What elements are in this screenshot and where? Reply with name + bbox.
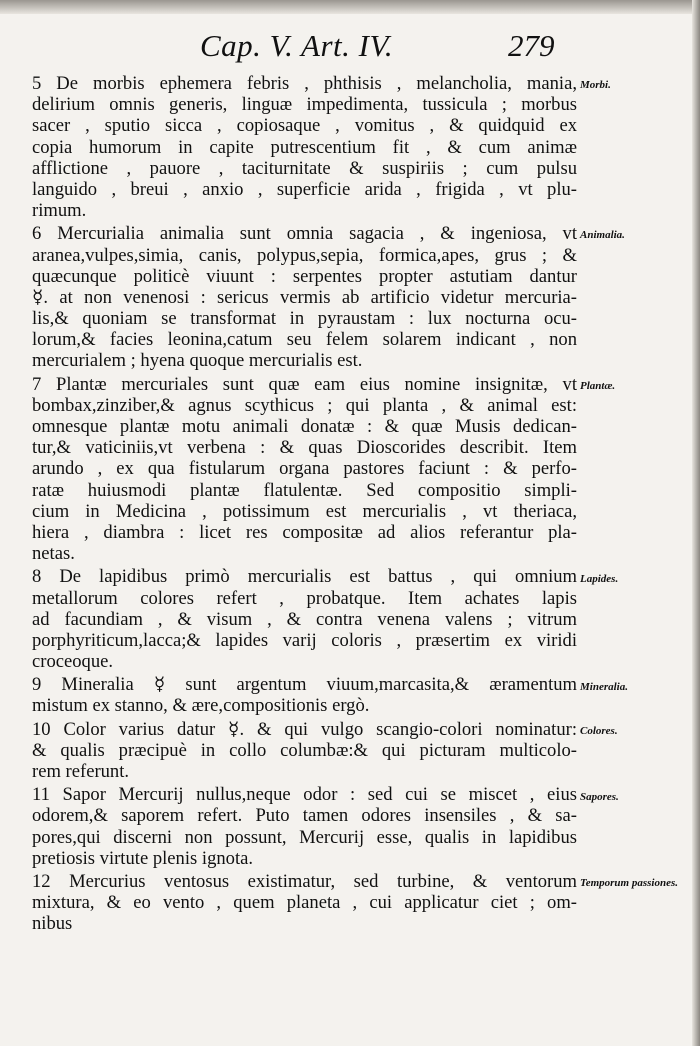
- margin-note: Lapides.: [580, 572, 619, 585]
- text-line: pretiosis virtute plenis ignota.: [32, 847, 254, 869]
- text-line: languido , breui , anxio , superficie arida , frigida , vt plu-: [32, 178, 577, 200]
- text-line: netas.: [32, 543, 75, 565]
- text-line: odorem,& saporem refert. Puto tamen odores insensiles , & sa-: [32, 805, 577, 827]
- text-line: 12 Mercurius ventosus existimatur, sed turbine, & ventorum: [32, 870, 577, 892]
- margin-note: Sapores.: [580, 790, 619, 803]
- paragraph-entry: [32, 73, 577, 221]
- margin-note: Colores.: [580, 725, 618, 737]
- text-line: 9 Mineralia ☿ sunt argentum viuum,marcasita,& æramentum: [32, 674, 577, 696]
- page-header: [0, 28, 700, 72]
- text-line: lorum,& facies leonina,catum seu felem solarem indicant , non: [32, 329, 577, 351]
- paragraph-entry: [32, 784, 577, 869]
- margin-note: Temporum passiones.: [580, 877, 679, 890]
- text-line: 5 De morbis ephemera febris , phthisis , melancholia, mania,: [32, 73, 577, 94]
- text-line: omnesque plantæ motu animali donatæ : & quæ Musis dedican-: [32, 416, 577, 437]
- text-line: 8 De lapidibus primò mercurialis est battus , qui omnium: [32, 566, 577, 588]
- paragraph-entry: [32, 719, 577, 783]
- text-line: & qualis præcipuè in collo columbæ:& qui picturam multicolo-: [32, 739, 577, 761]
- text-line: afflictione , pauore , taciturnitate & suspiriis ; cum pulsu: [32, 157, 577, 179]
- paragraph-entry: [32, 674, 577, 716]
- text-line: ad facundiam , & visum , & contra venena valens ; vitrum: [32, 608, 577, 630]
- text-line: mercurialem ; hyena quoque mercurialis est.: [32, 350, 363, 372]
- text-line: copia humorum in capite putrescentium fit , & cum animæ: [32, 136, 577, 158]
- text-line: 11 Sapor Mercurij nullus,neque odor : sed cui se miscet , eius: [32, 784, 577, 806]
- text-line: croceoque.: [32, 651, 114, 673]
- paragraph-entry: [32, 223, 577, 371]
- text-line: aranea,vulpes,simia, canis, polypus,sepia, formica,apes, grus ; &: [32, 244, 577, 266]
- margin-note: Morbi.: [580, 79, 611, 91]
- text-line: mistum ex stanno, & ære,compositionis ergò.: [32, 695, 370, 717]
- text-line: ratæ huiusmodi plantæ flatulentæ. Sed compositio simpli-: [32, 479, 577, 501]
- text-line: bombax,zinziber,& agnus scythicus ; qui planta , & animal est:: [32, 394, 577, 416]
- text-line: arundo , ex qua fistularum organa pastores faciunt : & perfo-: [32, 458, 577, 480]
- margin-note: Plantæ.: [580, 379, 616, 392]
- text-line: quæcunque politicè viuunt : serpentes propter astutiam dantur: [32, 265, 577, 287]
- running-title: Cap. V. Art. IV.: [200, 28, 394, 63]
- text-line: 10 Color varius datur ☿. & qui vulgo scangio-colori nominatur:: [32, 718, 577, 740]
- scan-edge-top: [0, 0, 700, 14]
- text-line: lis,& quoniam se transformat in pyraustam : lux nocturna ocu-: [32, 308, 577, 330]
- body-text: [32, 73, 577, 937]
- text-line: rem referunt.: [32, 761, 130, 782]
- text-line: delirium omnis generis, linguæ impedimenta, tussicula ; morbus: [32, 94, 577, 116]
- text-line: porphyriticum,lacca;& lapides varij coloris , præsertim ex viridi: [32, 629, 577, 651]
- margin-note: Mineralia.: [580, 680, 628, 693]
- text-line: mixtura, & eo vento , quem planeta , cui applicatur ciet ; om-: [32, 892, 577, 914]
- text-line: tur,& vaticiniis,vt verbena : & quas Dioscorides describit. Item: [32, 437, 577, 459]
- paragraph-entry: [32, 871, 577, 935]
- scan-edge-right: [692, 0, 700, 1046]
- text-line: metallorum colores refert , probatque. Item achates lapis: [32, 587, 577, 609]
- text-line: cium in Medicina , potissimum est mercurialis , vt theriaca,: [32, 500, 577, 522]
- text-line: pores,qui discerni non possunt, Mercurij esse, qualis in lapidibus: [32, 826, 577, 848]
- paragraph-entry: [32, 566, 577, 672]
- paragraph-entry: [32, 374, 577, 565]
- page-number: 279: [508, 28, 555, 63]
- text-line: nibus: [32, 913, 73, 935]
- text-line: 7 Plantæ mercuriales sunt quæ eam eius nomine insignitæ, vt: [32, 373, 577, 395]
- text-line: rimum.: [32, 200, 87, 222]
- text-line: hiera , diambra : licet res compositæ ad alios referantur pla-: [32, 521, 577, 543]
- text-line: sacer , sputio sicca , copiosaque , vomitus , & quidquid ex: [32, 115, 577, 137]
- text-line: ☿. at non venenosi : sericus vermis ab artificio videtur mercuria-: [32, 286, 577, 308]
- text-line: 6 Mercurialia animalia sunt omnia sagacia , & ingeniosa, vt: [32, 223, 577, 245]
- margin-note: Animalia.: [580, 229, 625, 242]
